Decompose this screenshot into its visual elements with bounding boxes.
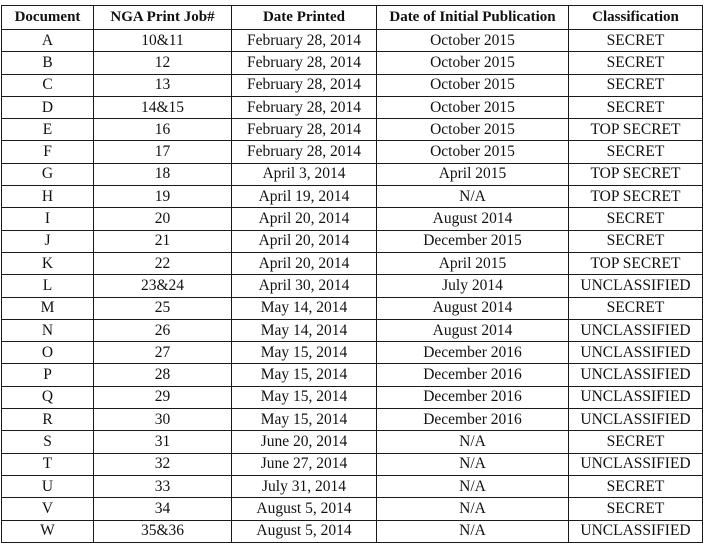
date-printed-cell: July 31, 2014 — [232, 475, 377, 497]
publication-date-cell: N/A — [377, 475, 569, 497]
date-printed-cell: May 14, 2014 — [232, 319, 377, 341]
classification-cell: TOP SECRET — [569, 119, 703, 141]
publication-date-cell: December 2015 — [377, 230, 569, 252]
classification-cell: TOP SECRET — [569, 163, 703, 185]
table-row — [2, 52, 703, 74]
document-cell: D — [2, 96, 94, 118]
table-row — [2, 208, 703, 230]
publication-date-cell: N/A — [377, 186, 569, 208]
date-printed-cell: February 28, 2014 — [232, 74, 377, 96]
print-job-cell: 19 — [94, 186, 232, 208]
publication-date-cell: N/A — [377, 520, 569, 542]
document-cell: P — [2, 364, 94, 386]
classification-cell: SECRET — [569, 475, 703, 497]
print-job-cell: 23&24 — [94, 275, 232, 297]
print-job-cell: 29 — [94, 386, 232, 408]
classification-cell: UNCLASSIFIED — [569, 520, 703, 542]
date-printed-cell: April 3, 2014 — [232, 163, 377, 185]
date-printed-cell: April 30, 2014 — [232, 275, 377, 297]
date-printed-cell: June 27, 2014 — [232, 453, 377, 475]
table-row — [2, 297, 703, 319]
publication-date-cell: October 2015 — [377, 96, 569, 118]
publication-date-cell: October 2015 — [377, 141, 569, 163]
table-row — [2, 252, 703, 274]
print-job-cell: 22 — [94, 252, 232, 274]
classification-cell: UNCLASSIFIED — [569, 275, 703, 297]
date-printed-cell: June 20, 2014 — [232, 431, 377, 453]
document-cell: F — [2, 141, 94, 163]
publication-date-cell: December 2016 — [377, 342, 569, 364]
publication-date-cell: July 2014 — [377, 275, 569, 297]
print-job-cell: 35&36 — [94, 520, 232, 542]
classification-cell: UNCLASSIFIED — [569, 386, 703, 408]
publication-date-cell: October 2015 — [377, 52, 569, 74]
document-cell: K — [2, 252, 94, 274]
date-printed-cell: April 20, 2014 — [232, 252, 377, 274]
table-row — [2, 230, 703, 252]
table-row — [2, 275, 703, 297]
date-printed-cell: May 14, 2014 — [232, 297, 377, 319]
table-row — [2, 74, 703, 96]
date-printed-cell: February 28, 2014 — [232, 96, 377, 118]
date-printed-cell: May 15, 2014 — [232, 386, 377, 408]
print-job-cell: 10&11 — [94, 30, 232, 52]
date-printed-cell: February 28, 2014 — [232, 141, 377, 163]
document-cell: C — [2, 74, 94, 96]
document-cell: W — [2, 520, 94, 542]
print-job-cell: 33 — [94, 475, 232, 497]
document-cell: E — [2, 119, 94, 141]
table-header — [2, 6, 703, 30]
classification-cell: UNCLASSIFIED — [569, 342, 703, 364]
print-job-cell: 25 — [94, 297, 232, 319]
print-job-cell: 34 — [94, 498, 232, 520]
print-job-cell: 17 — [94, 141, 232, 163]
header-date-printed: Date Printed — [232, 6, 377, 30]
table-row — [2, 386, 703, 408]
document-cell: B — [2, 52, 94, 74]
table-row — [2, 30, 703, 52]
publication-date-cell: August 2014 — [377, 319, 569, 341]
print-job-cell: 28 — [94, 364, 232, 386]
publication-date-cell: December 2016 — [377, 364, 569, 386]
table-row — [2, 163, 703, 185]
publication-date-cell: October 2015 — [377, 74, 569, 96]
documents-table — [1, 5, 703, 543]
classification-cell: TOP SECRET — [569, 252, 703, 274]
table-row — [2, 186, 703, 208]
document-cell: G — [2, 163, 94, 185]
print-job-cell: 16 — [94, 119, 232, 141]
table-row — [2, 364, 703, 386]
header-classification: Classification — [569, 6, 703, 30]
document-cell: Q — [2, 386, 94, 408]
table-row — [2, 498, 703, 520]
classification-cell: UNCLASSIFIED — [569, 409, 703, 431]
print-job-cell: 14&15 — [94, 96, 232, 118]
classification-cell: UNCLASSIFIED — [569, 364, 703, 386]
print-job-cell: 26 — [94, 319, 232, 341]
date-printed-cell: May 15, 2014 — [232, 409, 377, 431]
publication-date-cell: N/A — [377, 498, 569, 520]
table-row — [2, 409, 703, 431]
table-row — [2, 453, 703, 475]
publication-date-cell: October 2015 — [377, 119, 569, 141]
table-row — [2, 319, 703, 341]
document-cell: J — [2, 230, 94, 252]
table-row — [2, 520, 703, 542]
document-cell: A — [2, 30, 94, 52]
header-document: Document — [2, 6, 94, 30]
table-row — [2, 96, 703, 118]
table-row — [2, 431, 703, 453]
print-job-cell: 13 — [94, 74, 232, 96]
table-row — [2, 342, 703, 364]
classification-cell: SECRET — [569, 96, 703, 118]
print-job-cell: 18 — [94, 163, 232, 185]
classification-cell: UNCLASSIFIED — [569, 319, 703, 341]
header-nga-print-job: NGA Print Job# — [94, 6, 232, 30]
print-job-cell: 20 — [94, 208, 232, 230]
print-job-cell: 27 — [94, 342, 232, 364]
table-body — [2, 30, 703, 543]
document-cell: T — [2, 453, 94, 475]
classification-cell: SECRET — [569, 74, 703, 96]
document-cell: O — [2, 342, 94, 364]
print-job-cell: 12 — [94, 52, 232, 74]
publication-date-cell: August 2014 — [377, 208, 569, 230]
print-job-cell: 21 — [94, 230, 232, 252]
date-printed-cell: April 19, 2014 — [232, 186, 377, 208]
date-printed-cell: February 28, 2014 — [232, 52, 377, 74]
publication-date-cell: April 2015 — [377, 252, 569, 274]
classification-cell: SECRET — [569, 30, 703, 52]
date-printed-cell: May 15, 2014 — [232, 342, 377, 364]
classification-cell: SECRET — [569, 297, 703, 319]
table-row — [2, 475, 703, 497]
document-cell: U — [2, 475, 94, 497]
publication-date-cell: December 2016 — [377, 386, 569, 408]
document-cell: S — [2, 431, 94, 453]
table-row — [2, 119, 703, 141]
publication-date-cell: August 2014 — [377, 297, 569, 319]
document-cell: H — [2, 186, 94, 208]
classification-cell: TOP SECRET — [569, 186, 703, 208]
publication-date-cell: April 2015 — [377, 163, 569, 185]
print-job-cell: 30 — [94, 409, 232, 431]
classification-cell: SECRET — [569, 230, 703, 252]
publication-date-cell: December 2016 — [377, 409, 569, 431]
document-cell: M — [2, 297, 94, 319]
classification-cell: UNCLASSIFIED — [569, 453, 703, 475]
print-job-cell: 31 — [94, 431, 232, 453]
publication-date-cell: N/A — [377, 431, 569, 453]
classification-cell: SECRET — [569, 498, 703, 520]
date-printed-cell: April 20, 2014 — [232, 208, 377, 230]
date-printed-cell: August 5, 2014 — [232, 520, 377, 542]
publication-date-cell: N/A — [377, 453, 569, 475]
table-row — [2, 141, 703, 163]
classification-cell: SECRET — [569, 431, 703, 453]
date-printed-cell: August 5, 2014 — [232, 498, 377, 520]
header-row — [2, 6, 703, 30]
date-printed-cell: February 28, 2014 — [232, 30, 377, 52]
document-cell: N — [2, 319, 94, 341]
print-job-cell: 32 — [94, 453, 232, 475]
document-cell: V — [2, 498, 94, 520]
publication-date-cell: October 2015 — [377, 30, 569, 52]
date-printed-cell: February 28, 2014 — [232, 119, 377, 141]
document-cell: R — [2, 409, 94, 431]
date-printed-cell: May 15, 2014 — [232, 364, 377, 386]
classification-cell: SECRET — [569, 52, 703, 74]
classification-cell: SECRET — [569, 141, 703, 163]
date-printed-cell: April 20, 2014 — [232, 230, 377, 252]
document-cell: L — [2, 275, 94, 297]
classification-cell: SECRET — [569, 208, 703, 230]
document-cell: I — [2, 208, 94, 230]
header-date-initial-publication: Date of Initial Publication — [377, 6, 569, 30]
